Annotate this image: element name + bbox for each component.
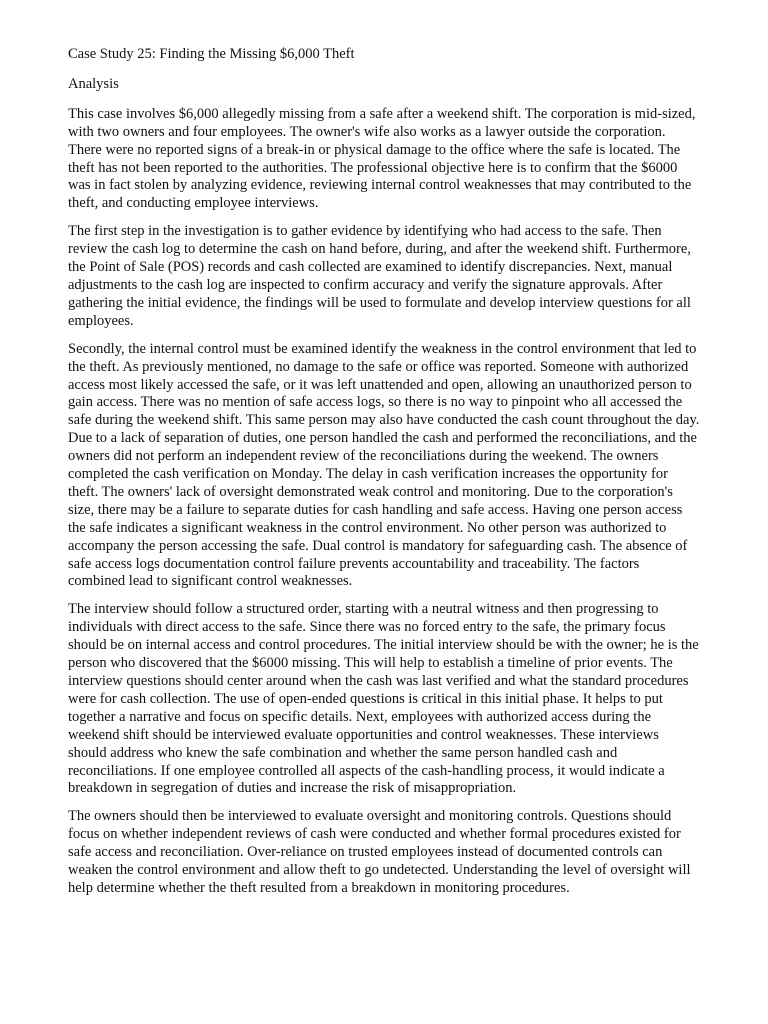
document-title: Case Study 25: Finding the Missing $6,000 Theft — [68, 46, 355, 62]
section-heading: Analysis — [68, 75, 119, 92]
paragraph-intro: This case involves $6,000 allegedly missing from a safe after a weekend shift. The corporation is mid-sized, with two owners and four employees. The owner's wife also works as a lawyer outside the corporation. There were no reported signs of a break-in or physical damage to the office where the safe is located. The theft has not been reported to the authorities. The professional objective here is to confirm that the $6000 was in fact stolen by analyzing evidence, reviewing internal control weaknesses that may contributed to the theft, and conducting employee interviews. — [68, 105, 696, 212]
paragraph-owners-interview: The owners should then be interviewed to evaluate oversight and monitoring controls. Questions should focus on whether independent reviews of cash were conducted and whether formal procedures existed for safe access and reconciliation. Over-reliance on trusted employees instead of documented controls can weaken the control environment and allow theft to go undetected. Understanding the level of oversight will help determine whether the theft resulted from a breakdown in monitoring procedures. — [68, 808, 691, 896]
paragraph-interview-order: The interview should follow a structured order, starting with a neutral witness and then progressing to individuals with direct access to the safe. Since there was no forced entry to the safe, the primary focus should be on internal access and control procedures. The initial interview should be with the owner; he is the person who discovered that the $6000 missing. This will help to establish a timeline of prior events. The interview questions should center around when the cash was last verified and what the standard procedures were for cash collection. The use of open-ended questions is critical in this initial phase. It helps to put together a narrative and focus on specific details. Next, employees with authorized access during the weekend shift should be interviewed evaluate opportunities and control weaknesses. These interviews should address who knew the safe combination and whether the same person handled cash and reconciliations. If one employee controlled all aspects of the cash-handling process, it would indicate a breakdown in segregation of duties and increase the risk of misappropriation. — [68, 601, 699, 797]
paragraph-evidence: The first step in the investigation is to gather evidence by identifying who had access to the safe. Then review the cash log to determine the cash on hand before, during, and after the weekend shift. Furthermore, the Point of Sale (POS) records and cash collected are examined to identify discrepancies. Next, manual adjustments to the cash log are inspected to confirm accuracy and verify the signature approvals. After gathering the initial evidence, the findings will be used to formulate and develop interview questions for all employees. — [68, 223, 691, 329]
paragraph-internal-control: Secondly, the internal control must be examined identify the weakness in the control environment that led to the theft. As previously mentioned, no damage to the safe or office was reported. Someone with authorized access most likely accessed the safe, or it was left unattended and open, allowing an unauthorized person to gain access. There was no mention of safe access logs, so there is no way to pinpoint who all accessed the safe during the weekend shift. This same person may also have conducted the cash count throughout the day. Due to a lack of separation of duties, one person handled the cash and performed the reconciliations, and the owners did not perform an independent review of the reconciliations during the weekend. The owners completed the cash verification on Monday. The delay in cash verification increases the opportunity for theft. The owners' lack of oversight demonstrated weak control and monitoring. Due to the corporation's size, there may be a failure to separate duties for cash handling and safe access. Having one person access the safe indicates a significant weakness in the control environment. No other person was authorized to accompany the person accessing the safe. Dual control is mandatory for safeguarding cash. The absence of safe access logs documentation control failure prevents accountability and traceability. The factors combined lead to significant control weaknesses. — [68, 340, 700, 590]
document-page — [68, 46, 700, 908]
